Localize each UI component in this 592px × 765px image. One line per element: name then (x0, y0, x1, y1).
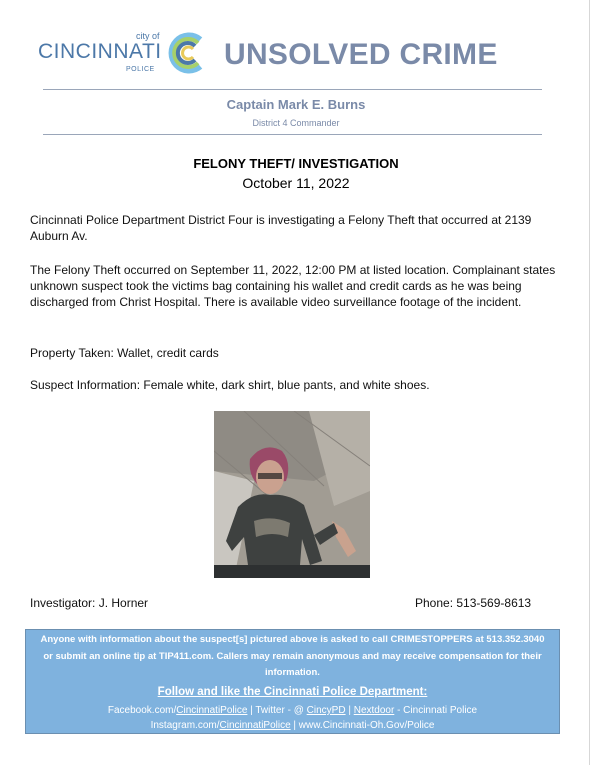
divider-top (43, 89, 542, 90)
incident-paragraph: The Felony Theft occurred on September 11, 2022, 12:00 PM at listed location. Complainant states unknown suspect took the victims bag containing his wallet and credit cards as he was being discharged from Christ Hospital. There is available video surveillance footage of the incident. (30, 263, 556, 309)
nextdoor-suffix: - Cincinnati Police (394, 705, 478, 716)
suspect-photo (214, 411, 370, 578)
photo-caption-bar (214, 565, 370, 578)
logo-wordmark: CINCINNATI (38, 40, 162, 63)
logo-police: POLICE (126, 66, 155, 73)
property-taken: Property Taken: Wallet, credit cards (30, 346, 219, 360)
location-paragraph: Cincinnati Police Department District Four is investigating a Felony Theft that occurred at 2139 Auburn Av. (30, 213, 532, 243)
investigator-phone: Phone: 513-569-8613 (415, 596, 532, 610)
page-edge (589, 0, 590, 765)
commander-title: District 4 Commander (252, 118, 340, 128)
captain-name: Captain Mark E. Burns (226, 97, 366, 112)
nextdoor-separator: | (345, 705, 354, 716)
follow-heading: Follow and like the Cincinnati Police Department: (157, 686, 428, 698)
twitter-prefix: | Twitter - @ (247, 705, 307, 716)
notice-title: FELONY THEFT/ INVESTIGATION (193, 156, 399, 171)
instagram-link[interactable]: CincinnatiPolice (219, 720, 291, 731)
nextdoor-link[interactable]: Nextdoor (353, 705, 395, 716)
surveillance-image (214, 411, 370, 578)
cincinnati-police-logo (38, 28, 208, 78)
investigator-name: Investigator: J. Horner (30, 596, 149, 610)
logo-city-of: city of (136, 31, 160, 41)
facebook-link[interactable]: CincinnatiPolice (176, 705, 248, 716)
twitter-link[interactable]: CincyPD (306, 705, 346, 716)
suspect-information: Suspect Information: Female white, dark shirt, blue pants, and white shoes. (30, 378, 430, 392)
page-title: UNSOLVED CRIME (224, 38, 498, 71)
logo-c-swirl-icon (164, 30, 208, 76)
social-line-2 (26, 719, 559, 733)
facebook-prefix: Facebook.com/ (107, 705, 177, 716)
social-line-1 (26, 704, 559, 718)
notice-date: October 11, 2022 (242, 175, 350, 191)
divider-bottom (43, 134, 542, 135)
instagram-prefix: Instagram.com/ (150, 720, 220, 731)
tip-text: Anyone with information about the suspect[s] pictured above is asked to call CRIMESTOPPERS at 513.352.3040 or submit an online tip at TIP411.com. Callers may remain anonymous and may receive compensation for their information. (40, 634, 545, 678)
website-link[interactable]: | www.Cincinnati-Oh.Gov/Police (290, 720, 435, 731)
crimestoppers-info-box (25, 629, 560, 734)
